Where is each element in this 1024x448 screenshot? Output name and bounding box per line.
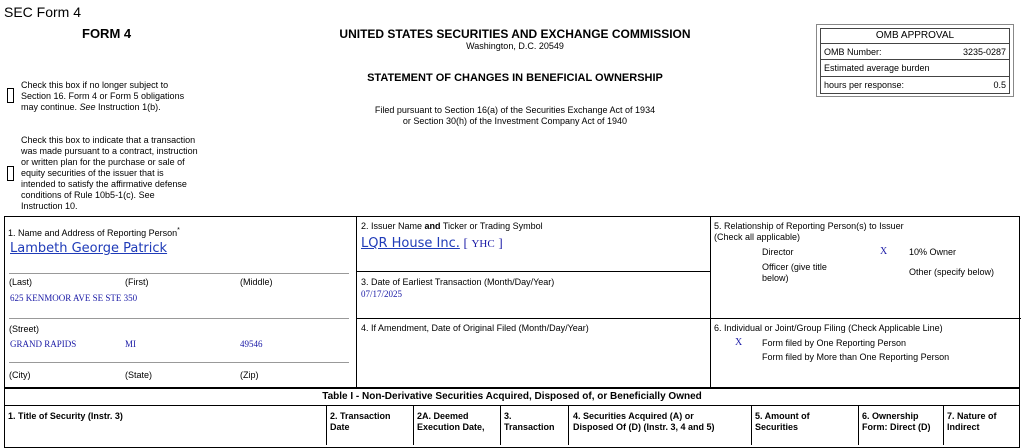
box2-label-b: and — [424, 221, 441, 231]
grid-divider-1 — [356, 216, 357, 388]
city-underline — [9, 362, 349, 363]
col6-header-2: Form: Direct (D) — [862, 422, 931, 432]
name-underline — [9, 273, 349, 274]
table1-col-divider-6 — [858, 405, 859, 445]
first-label: (First) — [125, 277, 149, 287]
col3-header — [504, 411, 555, 433]
omb-number-value: 3235-0287 — [962, 47, 1006, 57]
col2a-header-2: Execution Date, — [417, 422, 485, 432]
one-person-label: Form filed by One Reporting Person — [762, 338, 907, 348]
section16-text — [21, 80, 221, 113]
filed-pursuant — [300, 105, 730, 127]
director-label: Director — [762, 247, 794, 257]
state-label: (State) — [125, 370, 153, 380]
table1-col-divider-1 — [326, 405, 327, 445]
street-label: (Street) — [9, 324, 40, 334]
section16-see: See — [79, 102, 96, 112]
table1-col-divider-4 — [568, 405, 569, 445]
one-person-mark[interactable]: X — [735, 337, 743, 348]
officer-label-1: Officer (give title — [762, 262, 827, 272]
document-title: SEC Form 4 — [4, 4, 82, 20]
director-mark[interactable]: X — [880, 246, 888, 257]
omb-number-label: OMB Number: — [824, 47, 882, 57]
rule10b5-line-5: intended to satisfy the affirmative defense — [21, 179, 187, 189]
box6-label: 6. Individual or Joint/Group Filing (Check Applicable Line) — [714, 323, 943, 333]
omb-burden-value: 0.5 — [993, 80, 1006, 90]
agency-name: UNITED STATES SECURITIES AND EXCHANGE COMMISSION — [339, 27, 691, 41]
col5-header-1: 5. Amount of — [755, 411, 810, 421]
rule10b5-line-6: conditions of Rule 10b5-1(c). See — [21, 190, 155, 200]
section16-line-3a: may continue. — [21, 102, 80, 112]
col2a-header — [417, 411, 485, 433]
box1-asterisk: * — [177, 227, 180, 234]
omb-inner — [820, 28, 1010, 94]
issuer-link[interactable]: LQR House Inc. — [361, 236, 460, 251]
table1-col-divider-5 — [751, 405, 752, 445]
col5-header — [755, 411, 810, 433]
table1-title: Table I - Non-Derivative Securities Acquired, Disposed of, or Beneficially Owned — [322, 391, 702, 402]
col2-header — [330, 411, 391, 433]
grid-divider-2 — [710, 216, 711, 388]
city-value: GRAND RAPIDS — [10, 339, 77, 349]
issuer-line — [361, 235, 503, 251]
box5-label — [714, 221, 904, 243]
rule10b5-line-2: was made pursuant to a contract, instruction — [21, 146, 198, 156]
col4-header-1: 4. Securities Acquired (A) or — [573, 411, 694, 421]
other-label: Other (specify below) — [909, 267, 995, 277]
section16-line-1: Check this box if no longer subject to — [21, 80, 169, 90]
col7-header — [947, 411, 997, 433]
rule10b5-checkbox[interactable] — [7, 166, 14, 181]
reporting-person-link[interactable]: Lambeth George Patrick — [10, 241, 168, 256]
col4-header — [573, 411, 715, 433]
box2-label-a: 2. Issuer Name — [361, 221, 425, 231]
omb-header: OMB APPROVAL — [821, 29, 1009, 44]
officer-label — [762, 262, 827, 284]
rule10b5-line-1: Check this box to indicate that a transaction — [21, 135, 196, 145]
box1-label — [8, 225, 180, 239]
table1-col-divider-3 — [500, 405, 501, 445]
col2a-header-1: 2A. Deemed — [417, 411, 469, 421]
box4-label: 4. If Amendment, Date of Original Filed (Month/Day/Year) — [361, 323, 589, 333]
box3-label: 3. Date of Earliest Transaction (Month/Day/Year) — [361, 277, 555, 287]
table1-col-divider-7 — [943, 405, 944, 445]
col6-header — [862, 411, 931, 433]
zip-value: 49546 — [240, 339, 263, 349]
ticker-symbol[interactable]: YHC — [471, 238, 495, 250]
filed-pursuant-line-1: Filed pursuant to Section 16(a) of the Securities Exchange Act of 1934 — [374, 105, 656, 115]
statement-title: STATEMENT OF CHANGES IN BENEFICIAL OWNERSHIP — [367, 72, 663, 84]
omb-burden-label-1: Estimated average burden — [824, 63, 930, 73]
earliest-transaction-date: 07/17/2025 — [361, 289, 403, 299]
rule10b5-line-4: equity securities of the issuer that is — [21, 168, 164, 178]
table1-col-divider-2 — [413, 405, 414, 445]
rule10b5-line-7: Instruction 10. — [21, 201, 78, 211]
col2-header-2: Date — [330, 422, 350, 432]
filed-pursuant-line-2: or Section 30(h) of the Investment Company Act of 1940 — [402, 116, 628, 126]
ticker-bracket-open: [ — [463, 235, 468, 250]
col3-header-2: Transaction — [504, 422, 555, 432]
col7-header-2: Indirect — [947, 422, 980, 432]
city-label: (City) — [9, 370, 31, 380]
grid-divider-4 — [356, 318, 1021, 319]
rule10b5-line-3: or written plan for the purchase or sale of — [21, 157, 185, 167]
col6-header-1: 6. Ownership — [862, 411, 919, 421]
officer-label-2: below) — [762, 273, 789, 283]
col4-header-2: Disposed Of (D) (Instr. 3, 4 and 5) — [573, 422, 715, 432]
table1-header-rule — [4, 405, 1020, 406]
zip-label: (Zip) — [240, 370, 259, 380]
col1-header: 1. Title of Security (Instr. 3) — [8, 411, 123, 421]
omb-burden-label-2: hours per response: — [824, 80, 905, 90]
omb-approval-box — [816, 24, 1014, 97]
middle-label: (Middle) — [240, 277, 273, 287]
section16-line-3 — [21, 102, 221, 113]
box1-label-text: 1. Name and Address of Reporting Person — [8, 228, 178, 238]
ticker-bracket-close: ] — [498, 235, 503, 250]
form-label: FORM 4 — [82, 26, 132, 41]
street-address: 625 KENMOOR AVE SE STE 350 — [10, 293, 138, 303]
section16-checkbox[interactable] — [7, 88, 14, 103]
last-label: (Last) — [9, 277, 33, 287]
address-underline — [9, 318, 349, 319]
rule10b5-text — [21, 135, 231, 212]
col7-header-1: 7. Nature of — [947, 411, 997, 421]
more-persons-label: Form filed by More than One Reporting Person — [762, 352, 950, 362]
box2-label-c: Ticker or Trading Symbol — [440, 221, 543, 231]
box2-label — [361, 221, 543, 232]
state-value: MI — [125, 339, 136, 349]
section16-line-2: Section 16. Form 4 or Form 5 obligations — [21, 91, 185, 101]
col2-header-1: 2. Transaction — [330, 411, 391, 421]
grid-divider-3 — [356, 271, 711, 272]
col5-header-2: Securities — [755, 422, 799, 432]
ten-pct-owner-label: 10% Owner — [909, 247, 957, 257]
agency-location: Washington, D.C. 20549 — [466, 41, 564, 51]
box5-label-2: (Check all applicable) — [714, 232, 801, 242]
col3-header-1: 3. — [504, 411, 512, 421]
box5-label-1: 5. Relationship of Reporting Person(s) to Issuer — [714, 221, 904, 231]
section16-line-3c: Instruction 1(b). — [95, 102, 161, 112]
